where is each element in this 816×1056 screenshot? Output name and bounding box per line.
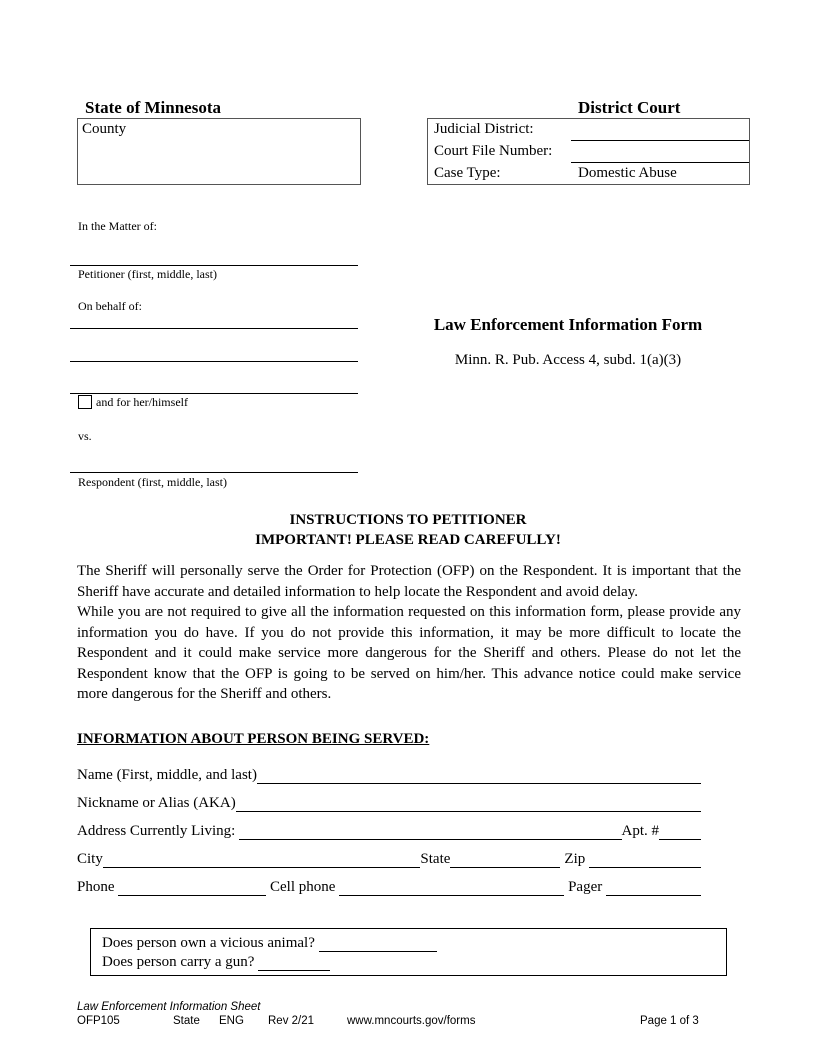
respondent-line: [70, 472, 358, 473]
pager-field[interactable]: [606, 880, 701, 896]
form-title: Law Enforcement Information Form: [433, 315, 703, 334]
instructions-paragraph-1: The Sheriff will personally serve the Order for Protection (OFP) on the Respondent. It is important that the Sheriff have accurate and detailed information to help locate the Respondent and avoid delay.: [77, 563, 741, 600]
apt-field[interactable]: [659, 824, 701, 840]
court-file-number-label: Court File Number:: [434, 143, 553, 159]
name-label: Name (First, middle, and last): [77, 767, 257, 783]
city-label: City: [77, 851, 103, 867]
instructions-heading: INSTRUCTIONS TO PETITIONER: [289, 512, 527, 528]
apt-label: Apt. #: [621, 823, 659, 839]
court-heading: District Court: [578, 98, 681, 117]
address-field[interactable]: [239, 824, 621, 840]
name-field[interactable]: [257, 768, 701, 784]
case-type-value: Domestic Abuse: [578, 165, 677, 181]
animal-field[interactable]: [319, 936, 437, 952]
cell-label: Cell phone: [266, 879, 340, 895]
county-box: [77, 118, 361, 185]
footer-language: ENG: [219, 1015, 244, 1027]
info-heading: INFORMATION ABOUT PERSON BEING SERVED:: [77, 731, 430, 747]
rule-citation: Minn. R. Pub. Access 4, subd. 1(a)(3): [454, 352, 682, 368]
footer-state: State: [173, 1015, 200, 1027]
zip-field[interactable]: [589, 852, 701, 868]
on-behalf-label: On behalf of:: [78, 299, 142, 313]
in-matter-label: In the Matter of:: [78, 219, 157, 233]
respondent-label: Respondent (first, middle, last): [78, 475, 227, 489]
case-info-box: [427, 118, 750, 185]
case-type-label: Case Type:: [434, 165, 501, 181]
state-field[interactable]: [450, 852, 560, 868]
city-field[interactable]: [103, 852, 421, 868]
nickname-row: [77, 792, 701, 812]
instructions-paragraph-2: While you are not required to give all the information requested on this information form, please provide any information you do have. If you do not provide this information, it may be more difficult to locate the Respondent and it could make service more dangerous for the Sheriff and others. Please do not let the Respondent know that the OFP is going to be served on him/her. This advance notice could make service more dangerous for the Sheriff and others.: [77, 604, 741, 702]
court-file-number-line: [571, 162, 749, 163]
judicial-district-line: [571, 140, 749, 141]
footer-form-number: OFP105: [77, 1015, 120, 1027]
petitioner-line: [70, 265, 358, 266]
nickname-field[interactable]: [236, 796, 701, 812]
phone-field[interactable]: [118, 880, 266, 896]
address-row: [77, 820, 701, 840]
cell-field[interactable]: [339, 880, 564, 896]
name-row: [77, 764, 701, 784]
important-heading: IMPORTANT! PLEASE READ CAREFULLY!: [255, 532, 561, 548]
footer-title: Law Enforcement Information Sheet: [77, 1001, 261, 1013]
city-row: [77, 848, 701, 868]
footer-url[interactable]: www.mncourts.gov/forms: [347, 1015, 476, 1027]
petitioner-label: Petitioner (first, middle, last): [78, 267, 217, 281]
animal-question: Does person own a vicious animal?: [102, 935, 319, 951]
judicial-district-label: Judicial District:: [434, 121, 534, 137]
address-label: Address Currently Living:: [77, 823, 240, 839]
behalf-line-1: [70, 328, 358, 329]
behalf-line-2: [70, 361, 358, 362]
gun-field[interactable]: [258, 955, 330, 971]
state-heading: State of Minnesota: [85, 98, 221, 117]
footer-page-number: Page 1 of 3: [640, 1015, 699, 1027]
footer-revision: Rev 2/21: [268, 1015, 315, 1027]
zip-label: Zip: [564, 851, 589, 867]
phone-label: Phone: [77, 879, 119, 895]
phone-row: [77, 876, 701, 896]
and-for-label: and for her/himself: [96, 395, 188, 409]
questions-box: [90, 928, 727, 976]
state-label: State: [420, 851, 451, 867]
county-label: County: [82, 121, 127, 137]
vs-label: vs.: [78, 429, 92, 443]
self-checkbox[interactable]: [78, 395, 92, 409]
gun-question: Does person carry a gun?: [102, 954, 259, 970]
behalf-line-3: [70, 393, 358, 394]
pager-label: Pager: [564, 879, 606, 895]
nickname-label: Nickname or Alias (AKA): [77, 795, 236, 811]
